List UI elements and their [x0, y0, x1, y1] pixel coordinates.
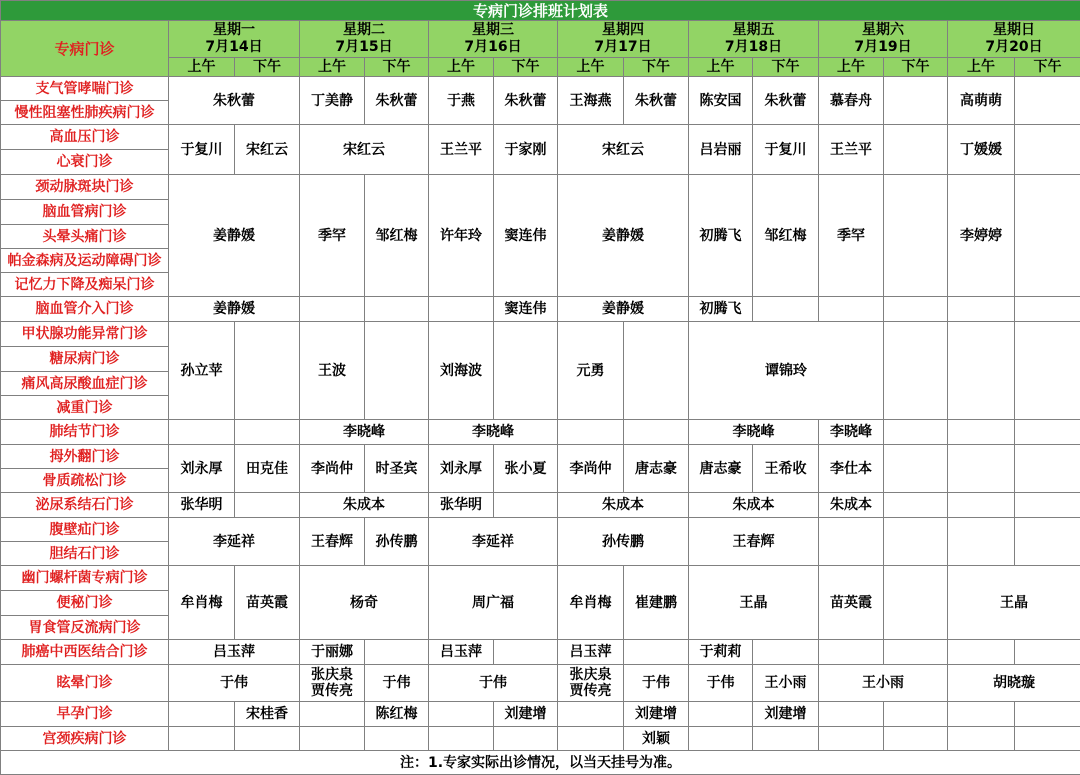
empty-cell [753, 640, 819, 665]
category-label: 泌尿系结石门诊 [1, 493, 169, 518]
doctor-cell: 丁媛媛 [948, 125, 1015, 175]
doctor-cell: 朱成本 [819, 493, 884, 518]
empty-cell [429, 297, 494, 322]
doctor-cell: 吕玉萍 [169, 640, 300, 665]
doctor-cell: 宋红云 [558, 125, 689, 175]
empty-cell [494, 493, 558, 518]
doctor-cell: 王小雨 [819, 665, 948, 702]
category-label: 高血压门诊 [1, 125, 169, 150]
day-header [429, 21, 558, 58]
category-label: 肺癌中西医结合门诊 [1, 640, 169, 665]
table-row [1, 125, 1080, 150]
table-row [1, 297, 1080, 322]
category-label: 记忆力下降及痴呆门诊 [1, 273, 169, 297]
empty-cell [365, 640, 429, 665]
doctor-cell: 张小夏 [494, 445, 558, 493]
note-row [1, 751, 1080, 775]
doctor-cell: 吕玉萍 [558, 640, 624, 665]
table-row [1, 77, 1080, 101]
empty-cell [1015, 445, 1080, 493]
doctor-cell: 吕岩丽 [689, 125, 753, 175]
empty-cell [819, 727, 884, 751]
pm-header: 下午 [365, 58, 429, 77]
doctor-cell: 邹红梅 [753, 175, 819, 297]
empty-cell [300, 702, 365, 727]
doctor-cell: 王兰平 [819, 125, 884, 175]
category-label: 胆结石门诊 [1, 542, 169, 566]
am-header: 上午 [948, 58, 1015, 77]
empty-cell [558, 727, 624, 751]
doctor-cell: 李晓峰 [300, 420, 429, 445]
doctor-cell: 牟肖梅 [558, 566, 624, 640]
doctor-cell: 初腾飞 [689, 297, 753, 322]
category-label: 脑血管介入门诊 [1, 297, 169, 322]
table-row [1, 640, 1080, 665]
pm-header: 下午 [884, 58, 948, 77]
am-header: 上午 [689, 58, 753, 77]
day-header [169, 21, 300, 58]
category-label: 甲状腺功能异常门诊 [1, 322, 169, 347]
category-header: 专病门诊 [1, 21, 169, 77]
category-label: 早孕门诊 [1, 702, 169, 727]
empty-cell [948, 493, 1015, 518]
category-label: 支气管哮喘门诊 [1, 77, 169, 101]
empty-cell [235, 727, 300, 751]
empty-cell [948, 640, 1015, 665]
doctor-cell: 季罕 [300, 175, 365, 297]
empty-cell [884, 175, 948, 297]
date-label: 7月17日 [558, 39, 688, 56]
category-label: 颈动脉斑块门诊 [1, 175, 169, 200]
empty-cell [948, 518, 1015, 566]
empty-cell [1015, 640, 1080, 665]
empty-cell [884, 125, 948, 175]
table-title: 专病门诊排班计划表 [1, 1, 1080, 21]
doctor-cell: 刘颖 [624, 727, 689, 751]
empty-cell [235, 493, 300, 518]
empty-cell [884, 702, 948, 727]
category-label: 慢性阻塞性肺疾病门诊 [1, 101, 169, 125]
category-label: 胃食管反流病门诊 [1, 616, 169, 640]
empty-cell [948, 702, 1015, 727]
table-row [1, 665, 1080, 702]
table-row [1, 702, 1080, 727]
doctor-cell: 朱成本 [558, 493, 689, 518]
doctor-cell: 李晓峰 [819, 420, 884, 445]
table-row [1, 322, 1080, 347]
empty-cell [1015, 175, 1080, 297]
date-label: 7月19日 [819, 39, 947, 56]
doctor-cell: 宋红云 [300, 125, 429, 175]
doctor-cell: 王兰平 [429, 125, 494, 175]
doctor-cell: 高萌萌 [948, 77, 1015, 125]
empty-cell [753, 727, 819, 751]
category-label: 减重门诊 [1, 396, 169, 420]
empty-cell [819, 518, 884, 566]
doctor-cell: 于伟 [169, 665, 300, 702]
empty-cell [1015, 125, 1080, 175]
category-label: 肺结节门诊 [1, 420, 169, 445]
empty-cell [884, 640, 948, 665]
weekday-label: 星期五 [689, 22, 818, 39]
empty-cell [169, 702, 235, 727]
pm-header: 下午 [235, 58, 300, 77]
doctor-cell: 朱秋蕾 [169, 77, 300, 125]
doctor-cell: 唐志豪 [689, 445, 753, 493]
weekday-label: 星期一 [169, 22, 299, 39]
table-row [1, 727, 1080, 751]
empty-cell [624, 640, 689, 665]
doctor-cell: 王春辉 [689, 518, 819, 566]
doctor-cell: 张华明 [429, 493, 494, 518]
doctor-cell: 窦连伟 [494, 297, 558, 322]
empty-cell [819, 297, 884, 322]
doctor-cell: 于丽娜 [300, 640, 365, 665]
doctor-cell: 窦连伟 [494, 175, 558, 297]
doctor-cell: 王晶 [948, 566, 1080, 640]
empty-cell [235, 420, 300, 445]
doctor-cell: 张庆泉 贾传亮 [558, 665, 624, 702]
empty-cell [884, 493, 948, 518]
day-header [689, 21, 819, 58]
doctor-cell: 刘建增 [494, 702, 558, 727]
table-row [1, 518, 1080, 542]
doctor-cell: 李尚仲 [558, 445, 624, 493]
category-label: 宫颈疾病门诊 [1, 727, 169, 751]
doctor-cell: 杨奇 [300, 566, 429, 640]
table-row [1, 493, 1080, 518]
empty-cell [365, 322, 429, 420]
date-label: 7月16日 [429, 39, 557, 56]
weekday-label: 星期二 [300, 22, 428, 39]
doctor-cell: 刘建增 [753, 702, 819, 727]
date-label: 7月15日 [300, 39, 428, 56]
empty-cell [494, 640, 558, 665]
doctor-cell: 于伟 [624, 665, 689, 702]
doctor-cell: 姜静媛 [558, 297, 689, 322]
doctor-cell: 唐志豪 [624, 445, 689, 493]
doctor-cell: 王希收 [753, 445, 819, 493]
doctor-cell: 张庆泉 贾传亮 [300, 665, 365, 702]
am-header: 上午 [169, 58, 235, 77]
category-label: 腹壁疝门诊 [1, 518, 169, 542]
category-label: 眩晕门诊 [1, 665, 169, 702]
empty-cell [169, 727, 235, 751]
empty-cell [884, 322, 948, 420]
category-label: 头晕头痛门诊 [1, 225, 169, 249]
doctor-cell: 孙立苹 [169, 322, 235, 420]
empty-cell [365, 297, 429, 322]
doctor-cell: 朱秋蕾 [365, 77, 429, 125]
empty-cell [884, 420, 948, 445]
category-label: 拇外翻门诊 [1, 445, 169, 469]
doctor-cell: 于复川 [169, 125, 235, 175]
doctor-cell: 李尚仲 [300, 445, 365, 493]
doctor-cell: 王海燕 [558, 77, 624, 125]
doctor-cell: 朱秋蕾 [494, 77, 558, 125]
doctor-cell: 张华明 [169, 493, 235, 518]
empty-cell [1015, 518, 1080, 566]
empty-cell [624, 420, 689, 445]
category-label: 帕金森病及运动障碍门诊 [1, 249, 169, 273]
empty-cell [429, 727, 494, 751]
doctor-cell: 姜静媛 [558, 175, 689, 297]
empty-cell [169, 420, 235, 445]
empty-cell [884, 518, 948, 566]
doctor-cell: 李婷婷 [948, 175, 1015, 297]
pm-header: 下午 [494, 58, 558, 77]
empty-cell [235, 322, 300, 420]
doctor-cell: 宋桂香 [235, 702, 300, 727]
doctor-cell: 牟肖梅 [169, 566, 235, 640]
empty-cell [753, 297, 819, 322]
doctor-cell: 李延祥 [429, 518, 558, 566]
empty-cell [948, 420, 1015, 445]
category-label: 脑血管病门诊 [1, 200, 169, 225]
category-label: 心衰门诊 [1, 150, 169, 175]
doctor-cell: 宋红云 [235, 125, 300, 175]
doctor-cell: 刘海波 [429, 322, 494, 420]
empty-cell [300, 297, 365, 322]
pm-header: 下午 [753, 58, 819, 77]
am-header: 上午 [429, 58, 494, 77]
empty-cell [948, 727, 1015, 751]
doctor-cell: 时圣宾 [365, 445, 429, 493]
empty-cell [819, 640, 884, 665]
doctor-cell: 陈安国 [689, 77, 753, 125]
empty-cell [558, 420, 624, 445]
empty-cell [689, 702, 753, 727]
empty-cell [429, 702, 494, 727]
doctor-cell: 邹红梅 [365, 175, 429, 297]
doctor-cell: 王春辉 [300, 518, 365, 566]
empty-cell [624, 322, 689, 420]
doctor-cell: 慕春舟 [819, 77, 884, 125]
empty-cell [558, 702, 624, 727]
doctor-cell: 孙传鹏 [558, 518, 689, 566]
category-label: 幽门螺杆菌专病门诊 [1, 566, 169, 591]
doctor-cell: 姜静媛 [169, 175, 300, 297]
empty-cell [1015, 493, 1080, 518]
doctor-cell: 朱成本 [300, 493, 429, 518]
empty-cell [819, 702, 884, 727]
date-label: 7月20日 [948, 39, 1080, 56]
doctor-cell: 苗英霞 [819, 566, 884, 640]
doctor-cell: 李延祥 [169, 518, 300, 566]
weekday-label: 星期六 [819, 22, 947, 39]
doctor-cell: 于家刚 [494, 125, 558, 175]
am-header: 上午 [558, 58, 624, 77]
empty-cell [494, 322, 558, 420]
doctor-cell: 朱成本 [689, 493, 819, 518]
doctor-cell: 于伟 [365, 665, 429, 702]
category-label: 痛风高尿酸血症门诊 [1, 372, 169, 396]
table-row [1, 566, 1080, 591]
doctor-cell: 元勇 [558, 322, 624, 420]
doctor-cell: 刘永厚 [429, 445, 494, 493]
doctor-cell: 于复川 [753, 125, 819, 175]
doctor-cell: 姜静媛 [169, 297, 300, 322]
empty-cell [948, 445, 1015, 493]
pm-header: 下午 [1015, 58, 1080, 77]
empty-cell [1015, 420, 1080, 445]
day-header-row [1, 21, 1080, 58]
weekday-label: 星期四 [558, 22, 688, 39]
empty-cell [884, 727, 948, 751]
doctor-cell: 王波 [300, 322, 365, 420]
pm-header: 下午 [624, 58, 689, 77]
am-header: 上午 [300, 58, 365, 77]
empty-cell [884, 297, 948, 322]
footnote: 注：1.专家实际出诊情况，以当天挂号为准。 [1, 751, 1080, 775]
doctor-cell: 于莉莉 [689, 640, 753, 665]
doctor-cell: 孙传鹏 [365, 518, 429, 566]
empty-cell [1015, 297, 1080, 322]
doctor-cell: 丁美静 [300, 77, 365, 125]
weekday-label: 星期三 [429, 22, 557, 39]
doctor-cell: 谭锦玲 [689, 322, 884, 420]
doctor-cell: 陈红梅 [365, 702, 429, 727]
doctor-cell: 田克佳 [235, 445, 300, 493]
empty-cell [884, 445, 948, 493]
empty-cell [948, 297, 1015, 322]
category-label: 骨质疏松门诊 [1, 469, 169, 493]
day-header [819, 21, 948, 58]
doctor-cell: 刘永厚 [169, 445, 235, 493]
empty-cell [1015, 77, 1080, 125]
doctor-cell: 苗英霞 [235, 566, 300, 640]
doctor-cell: 朱秋蕾 [624, 77, 689, 125]
empty-cell [884, 566, 948, 640]
doctor-cell: 于燕 [429, 77, 494, 125]
doctor-cell: 李晓峰 [689, 420, 819, 445]
doctor-cell: 刘建增 [624, 702, 689, 727]
doctor-cell: 季罕 [819, 175, 884, 297]
day-header [300, 21, 429, 58]
am-header: 上午 [819, 58, 884, 77]
empty-cell [689, 727, 753, 751]
empty-cell [884, 77, 948, 125]
date-label: 7月18日 [689, 39, 818, 56]
doctor-cell: 吕玉萍 [429, 640, 494, 665]
empty-cell [948, 322, 1015, 420]
table-row [1, 445, 1080, 469]
doctor-cell: 朱秋蕾 [753, 77, 819, 125]
weekday-label: 星期日 [948, 22, 1080, 39]
table-row [1, 420, 1080, 445]
empty-cell [1015, 702, 1080, 727]
title-row [1, 1, 1080, 21]
doctor-cell: 初腾飞 [689, 175, 753, 297]
category-label: 糖尿病门诊 [1, 347, 169, 372]
doctor-cell: 王小雨 [753, 665, 819, 702]
empty-cell [1015, 727, 1080, 751]
day-header [558, 21, 689, 58]
date-label: 7月14日 [169, 39, 299, 56]
empty-cell [1015, 322, 1080, 420]
doctor-cell: 王晶 [689, 566, 819, 640]
doctor-cell: 于伟 [429, 665, 558, 702]
doctor-cell: 于伟 [689, 665, 753, 702]
empty-cell [494, 727, 558, 751]
doctor-cell: 许年玲 [429, 175, 494, 297]
doctor-cell: 李晓峰 [429, 420, 558, 445]
empty-cell [300, 727, 365, 751]
doctor-cell: 崔建鹏 [624, 566, 689, 640]
doctor-cell: 李仕本 [819, 445, 884, 493]
table-row [1, 175, 1080, 200]
day-header [948, 21, 1080, 58]
doctor-cell: 胡晓璇 [948, 665, 1080, 702]
category-label: 便秘门诊 [1, 591, 169, 616]
doctor-cell: 周广福 [429, 566, 558, 640]
empty-cell [365, 727, 429, 751]
